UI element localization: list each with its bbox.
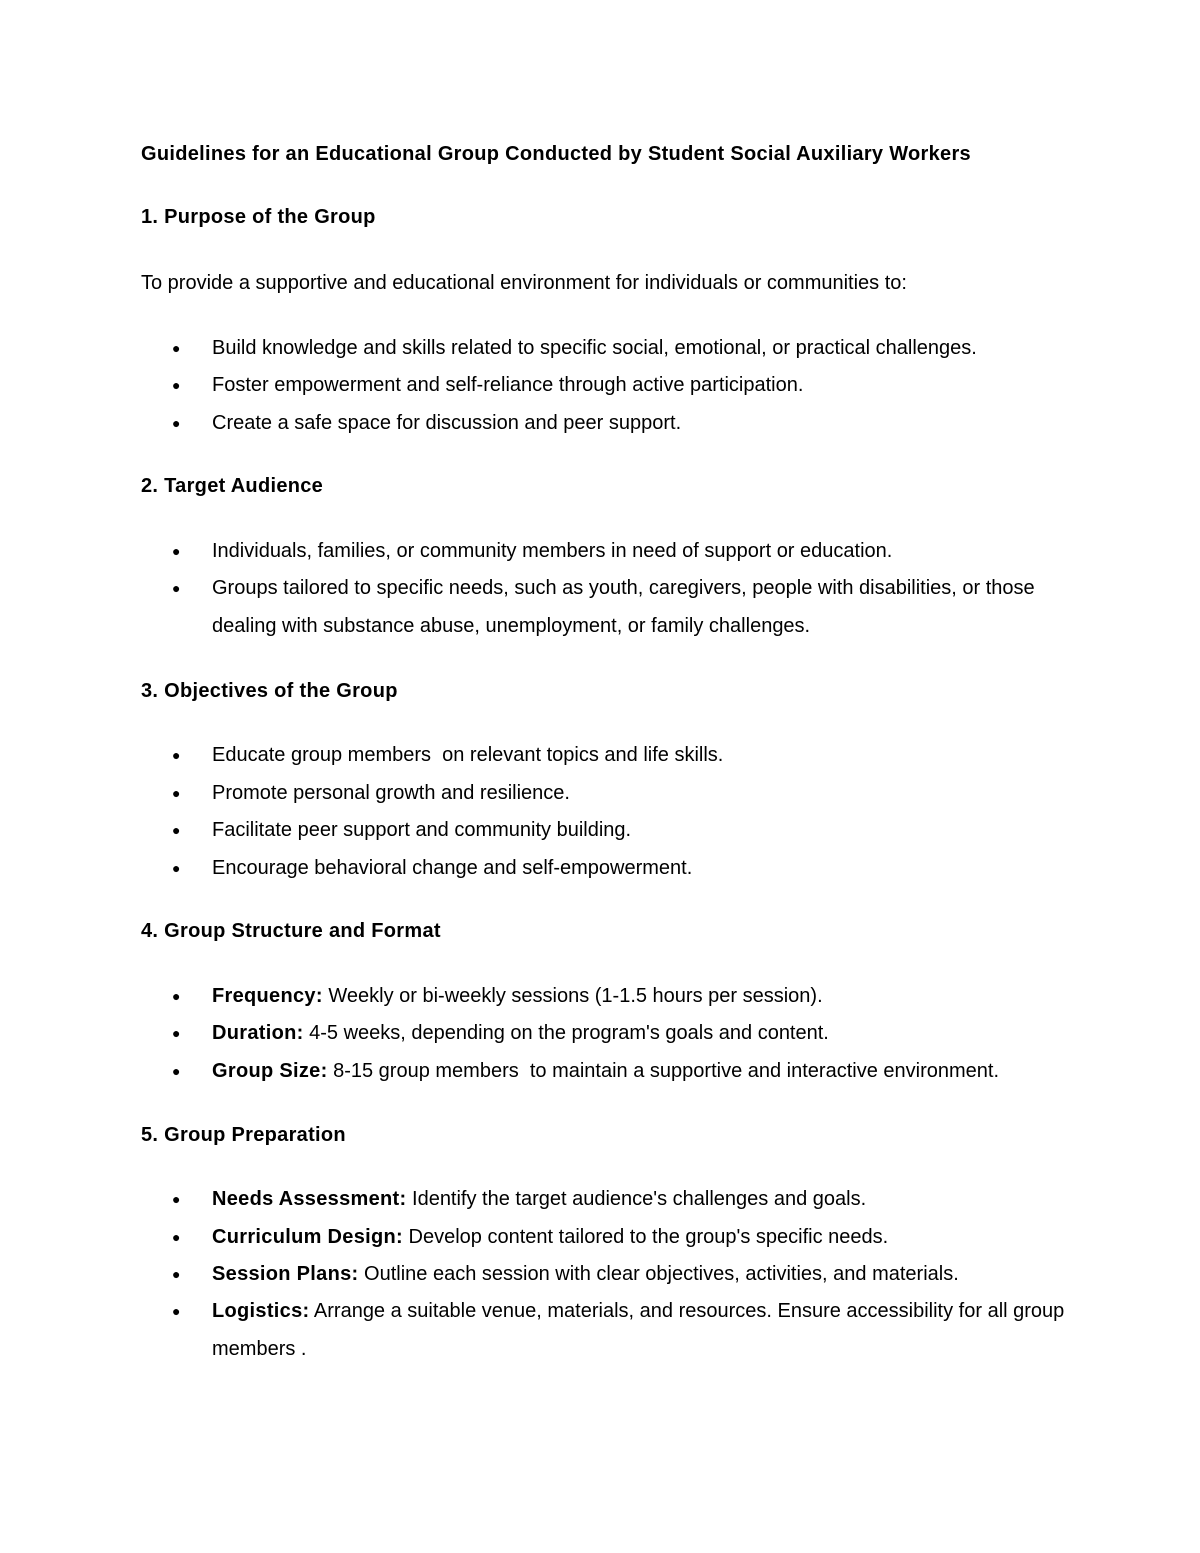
list-item-text <box>212 1052 1072 1090</box>
list-item-text <box>212 1292 1072 1368</box>
item-label: Duration: <box>212 1022 304 1044</box>
item-text: 8-15 group members to maintain a supportive and interactive environment. <box>327 1060 999 1082</box>
section-heading-structure: 4. Group Structure and Format <box>141 920 441 942</box>
item-text: Identify the target audience's challenges and goals. <box>406 1188 867 1210</box>
bullet-icon: ● <box>172 415 181 431</box>
bullet-icon: ● <box>172 988 181 1004</box>
list-item-text <box>212 1180 1072 1218</box>
list-item-text <box>212 977 1072 1015</box>
bullet-icon: ● <box>172 1303 181 1319</box>
item-text: Arrange a suitable venue, materials, and resources. Ensure accessibility for all group members . <box>212 1300 1070 1360</box>
bullet-icon: ● <box>172 822 181 838</box>
item-label: Logistics: <box>212 1300 310 1322</box>
document-title: Guidelines for an Educational Group Conducted by Student Social Auxiliary Workers <box>141 143 971 165</box>
list-item <box>172 1180 1072 1218</box>
list-item <box>172 774 1072 812</box>
list-item <box>172 532 1072 570</box>
list-item <box>172 1292 1072 1368</box>
list-item-text <box>212 1255 1072 1293</box>
item-text: 4-5 weeks, depending on the program's goals and content. <box>303 1022 829 1044</box>
bullet-icon: ● <box>172 1191 181 1207</box>
item-text: Weekly or bi-weekly sessions (1-1.5 hours per session). <box>322 985 823 1007</box>
list-item-text: Groups tailored to specific needs, such as youth, caregivers, people with disabilities, or those dealing with substance abuse, unemployment, or family challenges. <box>212 577 1041 637</box>
bullet-icon: ● <box>172 340 181 356</box>
bullet-icon: ● <box>172 377 181 393</box>
item-text: Outline each session with clear objectives, activities, and materials. <box>358 1263 959 1285</box>
list-item <box>172 1218 1072 1256</box>
list-item <box>172 366 1072 404</box>
section-heading-purpose: 1. Purpose of the Group <box>141 206 376 228</box>
bullet-icon: ● <box>172 860 181 876</box>
section-heading-objectives: 3. Objectives of the Group <box>141 680 398 702</box>
list-item-text <box>212 1014 1072 1052</box>
list-item <box>172 1255 1072 1293</box>
list-item-text: Promote personal growth and resilience. <box>212 782 570 804</box>
bullet-icon: ● <box>172 1063 181 1079</box>
list-item-text: Create a safe space for discussion and peer support. <box>212 412 682 434</box>
item-text: Develop content tailored to the group's specific needs. <box>402 1226 889 1248</box>
bullet-icon: ● <box>172 747 181 763</box>
list-item-text: Foster empowerment and self-reliance through active participation. <box>212 374 804 396</box>
list-item-text: Build knowledge and skills related to specific social, emotional, or practical challenges. <box>212 337 977 359</box>
list-item <box>172 569 1072 645</box>
list-item <box>172 736 1072 774</box>
list-item-text: Encourage behavioral change and self-empowerment. <box>212 857 693 879</box>
item-label: Session Plans: <box>212 1263 359 1285</box>
list-item <box>172 404 1072 442</box>
list-item <box>172 329 1072 367</box>
item-label: Curriculum Design: <box>212 1226 403 1248</box>
list-item <box>172 849 1072 887</box>
list-item <box>172 811 1072 849</box>
section-heading-target-audience: 2. Target Audience <box>141 475 324 497</box>
bullet-icon: ● <box>172 1229 181 1245</box>
list-item <box>172 977 1072 1015</box>
list-item-text: Educate group members on relevant topics and life skills. <box>212 744 724 766</box>
list-item-text <box>212 1218 1072 1256</box>
bullet-icon: ● <box>172 785 181 801</box>
item-label: Frequency: <box>212 985 323 1007</box>
list-item-text: Facilitate peer support and community building. <box>212 819 632 841</box>
list-item <box>172 1014 1072 1052</box>
list-item-text: Individuals, families, or community members in need of support or education. <box>212 540 893 562</box>
section-intro-purpose: To provide a supportive and educational environment for individuals or communities to: <box>141 272 907 294</box>
section-heading-preparation: 5. Group Preparation <box>141 1124 346 1146</box>
list-item <box>172 1052 1072 1090</box>
item-label: Group Size: <box>212 1060 328 1082</box>
bullet-icon: ● <box>172 1266 181 1282</box>
bullet-icon: ● <box>172 543 181 559</box>
bullet-icon: ● <box>172 580 181 596</box>
bullet-icon: ● <box>172 1025 181 1041</box>
item-label: Needs Assessment: <box>212 1188 407 1210</box>
